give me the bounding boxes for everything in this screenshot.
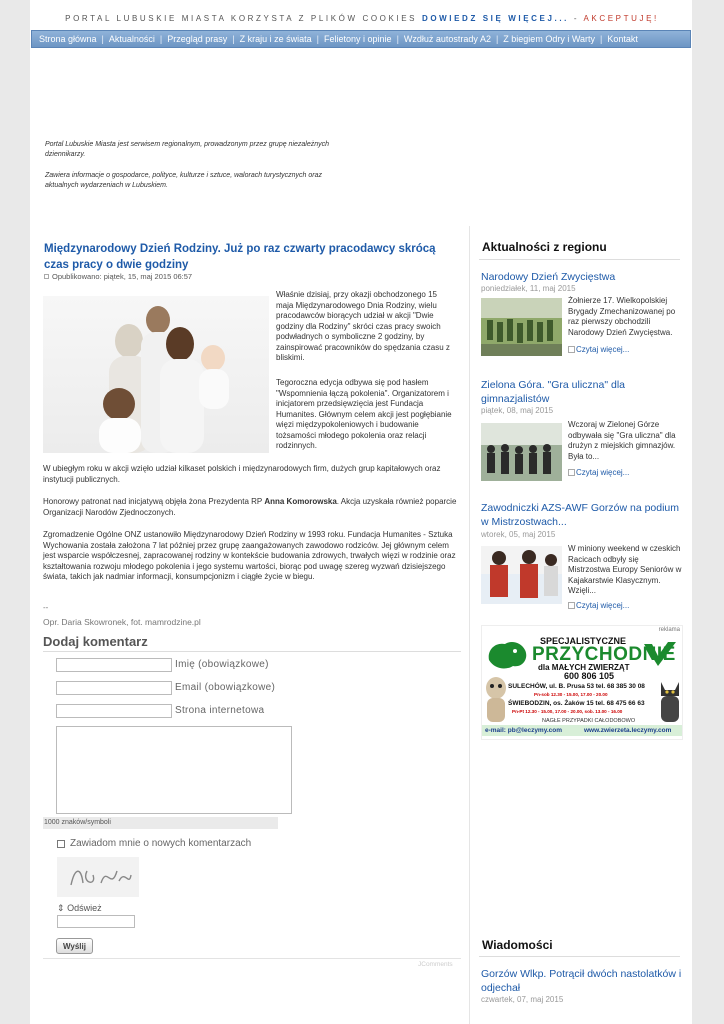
name-label: Imię (obowiązkowe) — [175, 659, 269, 670]
news-title[interactable]: Gorzów Wlkp. Potrącił dwóch nastolatków i odjechał — [481, 968, 682, 994]
cookie-bar: PORTAL LUBUSKIE MIASTA KORZYSTA Z PLIKÓW COOKIES DOWIEDZ SIĘ WIĘCEJ... - AKCEPTUJĘ! — [65, 14, 659, 23]
news-title[interactable]: Narodowy Dzień Zwycięstwa — [481, 271, 616, 283]
captcha-input[interactable] — [57, 915, 135, 928]
nav-item-contact[interactable]: Kontakt — [607, 34, 638, 44]
document-icon — [568, 602, 575, 609]
divider — [479, 956, 680, 957]
nav-item-odra-warta[interactable]: Z biegiem Odry i Warty — [503, 34, 595, 44]
nav-item-country-world[interactable]: Z kraju i ze świata — [239, 34, 312, 44]
comment-textarea[interactable] — [56, 726, 292, 814]
article-separator: -- — [43, 603, 49, 612]
character-counter: 1000 znaków/symboli — [43, 817, 278, 829]
cookie-text: PORTAL LUBUSKIE MIASTA KORZYSTA Z PLIKÓW COOKIES — [65, 14, 418, 23]
news-date: wtorek, 05, maj 2015 — [481, 530, 556, 539]
intro-text-2: Zawiera informacje o gospodarce, polityce, kulturze i sztuce, walorach turystycznych oraz aktualnych wydarzeniach w Lubuskiem. — [45, 172, 323, 189]
calendar-icon — [44, 274, 49, 279]
document-icon — [568, 469, 575, 476]
news-date: poniedziałek, 11, maj 2015 — [481, 284, 576, 293]
read-more-link[interactable]: Czytaj więcej... — [568, 601, 629, 610]
cookie-accept-link[interactable]: AKCEPTUJĘ! — [583, 14, 659, 23]
nav-item-news[interactable]: Aktualności — [108, 34, 155, 44]
patron-name: Anna Komorowska — [264, 497, 337, 506]
notify-checkbox[interactable] — [57, 840, 65, 848]
news-date: piątek, 08, maj 2015 — [481, 406, 554, 415]
intro-text: Portal Lubuskie Miasta jest serwisem regionalnym, prowadzonym przez grupę niezależnych dziennikarzy. — [45, 141, 330, 158]
news-title[interactable]: Zielona Góra. "Gra uliczna" dla gimnazjalistów — [481, 379, 626, 405]
divider — [479, 259, 680, 260]
comment-form-title: Dodaj komentarz — [43, 634, 148, 649]
website-field[interactable] — [56, 704, 172, 718]
cookie-more-link[interactable]: DOWIEDZ SIĘ WIĘCEJ... — [421, 14, 570, 23]
nav-item-a2-highway[interactable]: Wzdłuż autostrady A2 — [403, 34, 491, 44]
nav-item-home[interactable]: Strona główna — [39, 34, 97, 44]
dog-photo-icon — [484, 674, 508, 722]
nav-item-press-review[interactable]: Przegląd prasy — [167, 34, 228, 44]
divider — [43, 958, 461, 959]
name-field[interactable] — [56, 658, 172, 672]
news-date: czwartek, 07, maj 2015 — [481, 995, 564, 1004]
submit-button[interactable]: Wyślij — [56, 938, 93, 954]
dog-logo-icon — [485, 638, 529, 672]
news-excerpt: Żołnierze 17. Wielkopolskiej Brygady Zmechanizowanej po raz pierwszy obchodzili Narodowy Dzień Zwycięstwa. — [568, 296, 676, 337]
article-paragraph: Honorowy patronat nad inicjatywą objęła żona Prezydenta RP Anna Komorowska. Akcja uzyskała również poparcie Organizacji Narodów Zjednoczonych. — [43, 497, 457, 517]
advertisement-banner[interactable]: reklama SPECJALISTYCZNE PRZYCHODNIE dla MAŁYCH ZWIERZĄT 600 806 105 SULECHÓW, ul. B. Prusa 53 tel. 68 385 30 08 Pn-sob 12.30 - 15.00, 17.00 - 20.00 ŚWIEBODZIN, os. Żaków 15 tel. 68 475 66 63 Pn-Pt 12.30 - 15.00, 17.00 - 20.00, sob. 13.00 - 16.00 NAGŁE PRZYPADKI CAŁODOBOWO e-mail: pb@leczymy.com www.zwierzeta.leczymy.com — [481, 625, 683, 740]
jcomments-link[interactable]: JComments — [418, 961, 453, 968]
news-thumbnail[interactable] — [481, 298, 562, 356]
published-date: Opublikowano: piątek, 15, maj 2015 06:57 — [44, 272, 192, 281]
website-label: Strona internetowa — [175, 705, 265, 716]
email-label: Email (obowiązkowe) — [175, 682, 276, 693]
news-section-heading: Aktualności z regionu — [482, 240, 607, 254]
cat-photo-icon — [658, 676, 682, 722]
ad-tag: reklama — [658, 627, 680, 633]
news-thumbnail[interactable] — [481, 423, 562, 481]
main-navigation: Strona główna | Aktualności | Przegląd prasy | Z kraju i ze świata | Felietony i opinie | Wzdłuż autostrady A2 | Z biegiem Odry i Warty | Kontakt — [31, 30, 691, 48]
divider — [43, 651, 461, 652]
read-more-link[interactable]: Czytaj więcej... — [568, 468, 629, 477]
news-excerpt: Wczoraj w Zielonej Górze odbywała się "Gra uliczna" dla drużyn z miejskich gimnazjów. Była to... — [568, 420, 676, 461]
captcha-image — [57, 857, 139, 897]
news-excerpt: W miniony weekend w czeskich Racicach odbyły się Mistrzostwa Europy Seniorów w Kajakarstwie Klasycznym. Wzięli... — [568, 544, 682, 595]
article-title[interactable]: Międzynarodowy Dzień Rodziny. Już po raz czwarty pracodawcy skrócą czas pracy o dwie godziny — [44, 243, 436, 271]
article-photo — [43, 296, 269, 453]
article-author: Opr. Daria Skowronek, fot. mamrodzine.pl — [43, 617, 201, 627]
document-icon — [568, 346, 575, 353]
captcha-refresh[interactable]: ⇕ Odśwież — [57, 903, 102, 913]
article-paragraph: Zgromadzenie Ogólne ONZ ustanowiło Międzynarodowy Dzień Rodziny w 1993 roku. Fundacja Humanites - Sztuka Wychowania została założona 7 lat później przez grupę zaangażowanych zawodowo rodziców. Jej głównym celem jest wsparcie współczesnej, zapracowanej rodziny w kontekście budowania zdrowych, trwałych więzi w rodzinie oraz kształtowania rozwoju młodego pokolenia i jego systemu wartości, biorąc pod uwagę szereg wyzwań dzisiejszego świata, takich jak nadmiar informacji, konsumpcjonizm i ciągłe życie w biegu. — [43, 530, 456, 581]
news-thumbnail[interactable] — [481, 546, 562, 604]
wiadomosci-heading: Wiadomości — [482, 938, 553, 952]
article-lead: Właśnie dzisiaj, przy okazji obchodzonego 15 maja Międzynarodowego Dnia Rodziny, wielu pracodawców biorących udział w akcji "Dwie godziny dla Rodziny" skróci czas pracy swoich podwładnych o symboliczne 2 godziny, by zainspirować pracowników do spędzania czasu z bliskimi. — [276, 290, 450, 362]
article-paragraph: Tegoroczna edycja odbywa się pod hasłem "Wspomnienia łączą pokolenia". Organizatorem i inicjatorem przedsięwzięcia jest Fundacja Humanites. Głównym celem akcji jest pogłębianie więzi międzypokoleniowych i budowanie tożsamości młodego pokolenia oraz relacji rodzinnych. — [276, 378, 452, 450]
news-title[interactable]: Zawodniczki AZS-AWF Gorzów na podium w Mistrzostwach... — [481, 502, 680, 528]
refresh-icon: ⇕ — [57, 903, 65, 913]
nav-item-opinions[interactable]: Felietony i opinie — [324, 34, 392, 44]
column-divider — [469, 226, 470, 1024]
email-field[interactable] — [56, 681, 172, 695]
read-more-link[interactable]: Czytaj więcej... — [568, 345, 629, 354]
article-paragraph: W ubiegłym roku w akcji wzięło udział kilkaset polskich i międzynarodowych firm, dużych grup kapitałowych oraz instytucji publicznych. — [43, 464, 441, 484]
notify-label: Zawiadom mnie o nowych komentarzach — [70, 838, 252, 849]
